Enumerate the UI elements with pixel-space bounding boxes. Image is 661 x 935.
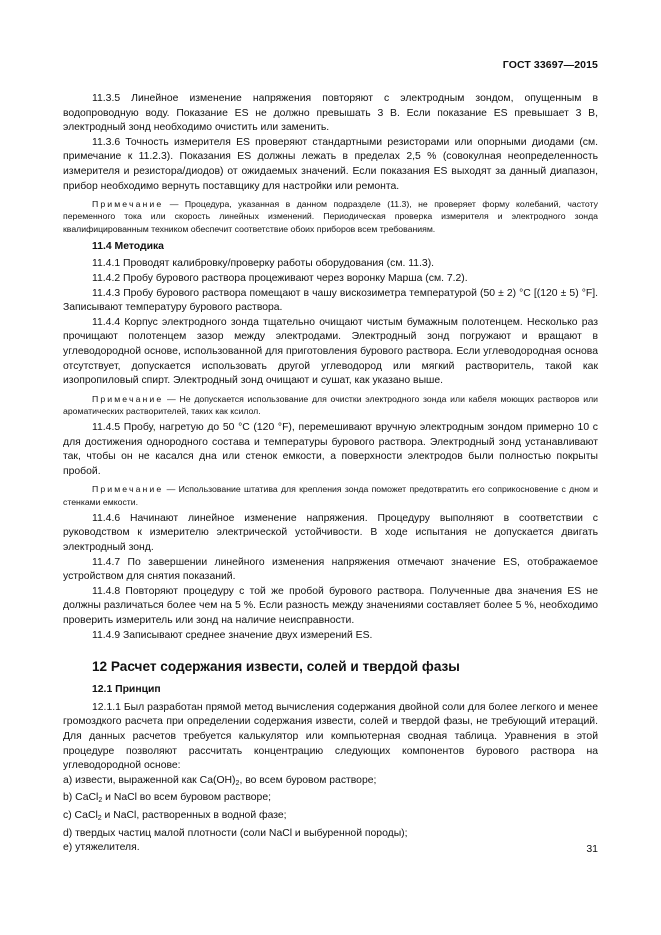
note-text: Процедура, указанная в данном подразделе (11.3), не проверяет форму колебаний, частоту переменного тока или скорость линейных изменений. Периодическая проверка измерителя и электродного зонда квалифицированным техником обеспечит соответствие обоих приборов всем требованиям. — [63, 199, 598, 234]
list-item-e: е) утяжелителя. — [63, 842, 140, 854]
list-item-c — [63, 809, 598, 827]
note-label: Примечание — [92, 199, 164, 210]
paragraph-11-4-5: 11.4.5 Пробу, нагретую до 50 °С (120 °F), перемешивают вручную электродным зондом примерно 10 с для достижения однородного состава и температуры бурового раствора. Электродный зонд устанавливают так, чтобы он не касался дна или стенок емкости, а поверхности электродов были полностью покрыты пробой. — [63, 422, 598, 477]
paragraph-11-4-4: 11.4.4 Корпус электродного зонда тщательно очищают чистым бумажным полотенцем. Несколько раз прочищают полотенцем зазор между электродами. Электродный зонд погружают и вращают в углеводородной основе, использованной для приготовления бурового раствора. Если углеводородная основа отсутствует, допускается использовать другой углеводород или мягкий растворитель, такой как изопропиловый спирт. Электродный зонд очищают и сушат, как указано выше. — [63, 316, 598, 387]
list-item-b — [63, 791, 598, 809]
note-1 — [63, 198, 598, 235]
paragraph-11-4-3: 11.4.3 Пробу бурового раствора помещают в чашу вискозиметра температурой (50 ± 2) °С [(120 ± 5) °F]. Записывают температуру бурового раствора. — [63, 287, 598, 314]
paragraph-11-4-6: 11.4.6 Начинают линейное изменение напряжения. Процедуру выполняют в соответствии с руководством к измерителю электрической устойчивости. В ходе испытания не допускается двигать электродный зонд. — [63, 512, 598, 554]
note-label: Примечание — [92, 393, 164, 404]
section-12-title: 12 Расчет содержания извести, солей и твердой фазы — [92, 659, 460, 675]
heading-12-1: 12.1 Принцип — [92, 684, 161, 696]
note-text: Использование штатива для крепления зонда поможет предотвратить его соприкосновение с дном и стенками емкости. — [63, 484, 598, 507]
note-3 — [63, 483, 598, 507]
document-header: ГОСТ 33697—2015 — [502, 59, 598, 71]
paragraph-11-4-8: 11.4.8 Повторяют процедуру с той же пробой бурового раствора. Полученные два значения ES не должны различаться более чем на 5 %. Если разность между значениями составляет более 5 %, необходимо проверить измеритель или зонд на наличие неисправности. — [63, 585, 598, 627]
page-number: 31 — [586, 843, 598, 855]
paragraph-11-3-6: 11.3.6 Точность измерителя ES проверяют стандартными резисторами или опорными диодами (см. примечание к 11.2.3). Показания ES должны лежать в пределах 2,5 % (совокулная неопределенность измерителя и резистора/диодов) от ожидаемых значений. Если показания ES выходят за данный диапазон, прибор необходимо вернуть поставщику для настройки или ремонта. — [63, 136, 598, 192]
list-item-a-tail: , во всем буровом растворе; — [239, 774, 377, 786]
heading-11-4: 11.4 Методика — [92, 240, 164, 252]
paragraph-11-4-2: 11.4.2 Пробу бурового раствора процеживают через воронку Марша (см. 7.2). — [92, 272, 468, 284]
subscript: 2 — [235, 779, 240, 787]
paragraph-11-4-7: 11.4.7 По завершении линейного изменения напряжения отмечают значение ES, отображаемое устройством для снятия показаний. — [63, 556, 598, 583]
paragraph-12-1-1: 12.1.1 Был разработан прямой метод вычисления содержания двойной соли для более легкого и менее громоздкого расчета при определении содержания извести, солей и твердой фазы, не требующий итераций. Для данных расчетов требуется калькулятор или компьютерная сводная таблица. Уравнения в этой процедуре позволяют рассчитать концентрацию следующих компонентов бурового раствора на углеводородной основе: — [63, 701, 598, 772]
document-body — [63, 92, 598, 856]
list-item-c-tail: и NaCl, растворенных в водной фазе; — [101, 809, 287, 821]
paragraph-11-4-9: 11.4.9 Записывают среднее значение двух измерений ES. — [92, 629, 373, 641]
list-item-a — [63, 774, 598, 792]
note-dash: — — [163, 484, 179, 495]
subscript: 2 — [98, 797, 103, 805]
note-text: Не допускается использование для очистки электродного зонда или кабеля моющих растворов или ароматических растворителей, таких как ксилол. — [63, 393, 598, 416]
list-item-c-text: с) СаСl — [63, 809, 98, 821]
subscript: 2 — [97, 814, 102, 822]
note-dash: — — [163, 393, 180, 404]
list-item-a-text: а) извести, выраженной как Са(ОН) — [63, 774, 236, 786]
note-2 — [63, 393, 598, 417]
paragraph-11-4-1: 11.4.1 Проводят калибровку/проверку работы оборудования (см. 11.3). — [92, 258, 435, 270]
list-item-b-text: b) СаСl — [63, 792, 99, 804]
list-item-b-tail: и NaCl во всем буровом растворе; — [102, 792, 271, 804]
note-dash: — — [163, 199, 185, 210]
list-item-d: d) твердых частиц малой плотности (соли NaCl и выбуренной породы); — [63, 827, 408, 839]
paragraph-11-3-5: 11.3.5 Линейное изменение напряжения повторяют с электродным зондом, опущенным в водопроводную воду. Показание ES не должно превышать 3 В. Если показание ES превышает 3 В, электродный зонд необходимо очистить или заменить. — [63, 93, 598, 134]
note-label: Примечание — [92, 484, 164, 495]
